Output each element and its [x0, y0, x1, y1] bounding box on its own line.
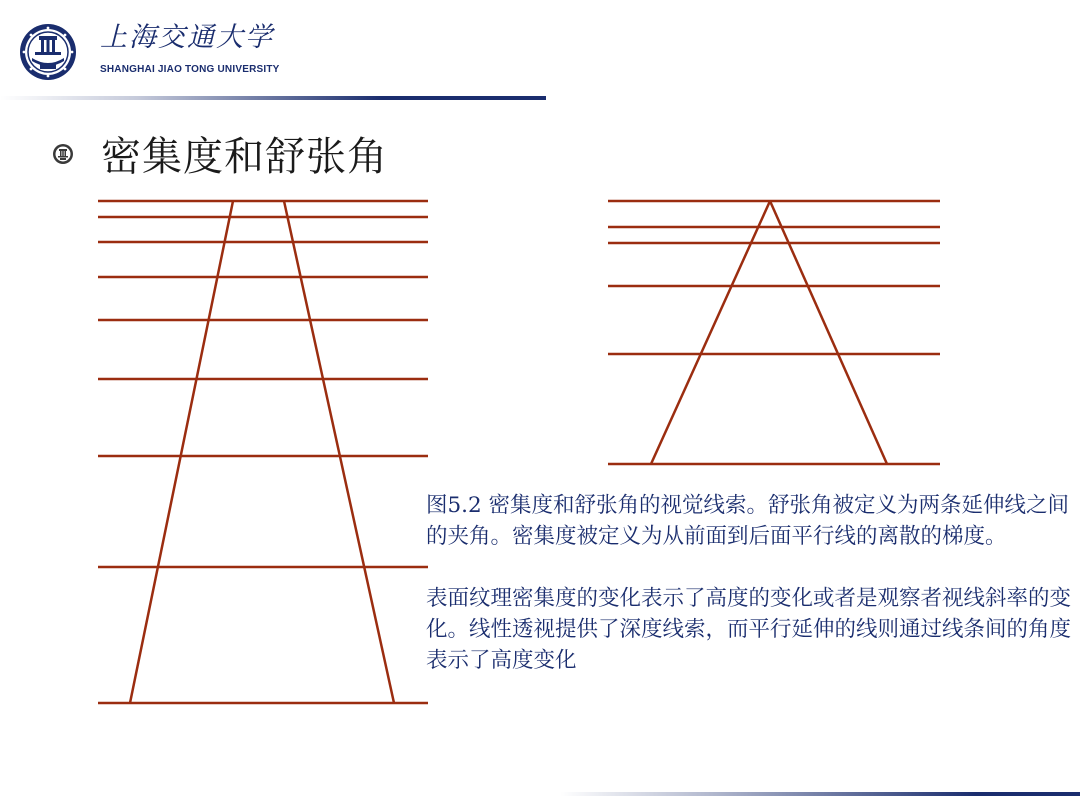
caption-paragraph-1: 图5.2 密集度和舒张角的视觉线索。舒张角被定义为两条延伸线之间的夹角。密集度被定义为从前面到后面平行线的离散的梯度。: [426, 493, 1070, 549]
splay-line-left: [651, 201, 770, 464]
slide-title: 密集度和舒张角: [101, 134, 388, 180]
footer-divider: [560, 792, 1080, 796]
splay-line-right: [770, 201, 887, 464]
university-name-en: SHANGHAI JIAO TONG UNIVERSITY: [100, 64, 280, 75]
caption-paragraph-2: 表面纹理密集度的变化表示了高度的变化或者是观察者视线斜率的变化。线性透视提供了深度线索，而平行延伸的线则通过线条间的角度表示了高度变化: [426, 586, 1072, 673]
university-name-cn: 上海交通大学: [100, 22, 274, 53]
figure-caption: [426, 490, 1074, 676]
